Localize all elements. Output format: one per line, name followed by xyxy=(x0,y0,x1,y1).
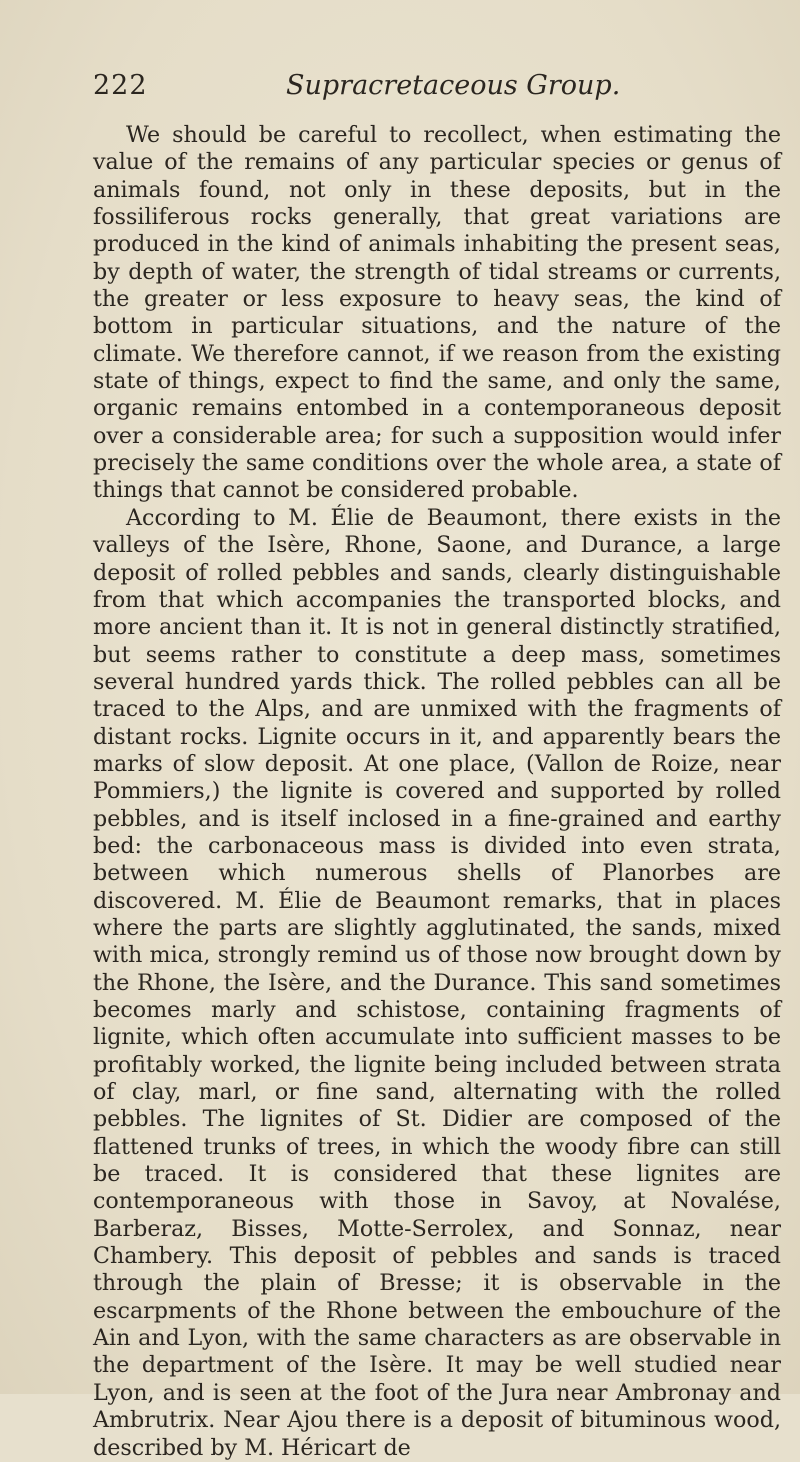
page-number: 222 xyxy=(93,70,148,101)
running-title: Supracretaceous Group. xyxy=(286,70,621,101)
paragraph-1: We should be careful to recollect, when estimating the value of the remains of any particular species or genus of animals found, not only in these deposits, but in the fossiliferous rocks generally, that great variations are produced in the kind of animals inhabiting the present seas, by depth of water, the strength of tidal streams or currents, the greater or less exposure to heavy seas, the kind of bottom in particular situations, and the nature of the climate. We therefore cannot, if we reason from the existing state of things, expect to find the same, and only the same, organic remains entombed in a contemporaneous deposit over a considerable area; for such a supposition would infer precisely the same conditions over the whole area, a state of things that cannot be considered probable. xyxy=(93,122,781,504)
body-text xyxy=(93,122,781,1462)
running-head xyxy=(93,70,793,110)
paragraph-2: According to M. Élie de Beaumont, there exists in the valleys of the Isère, Rhone, Saone, and Durance, a large deposit of rolled pebbles and sands, clearly distinguishable from that which accompanies the transported blocks, and more ancient than it. It is not in general distinctly stratified, but seems rather to constitute a deep mass, sometimes several hundred yards thick. The rolled pebbles can all be traced to the Alps, and are unmixed with the fragments of distant rocks. Lignite occurs in it, and apparently bears the marks of slow deposit. At one place, (Vallon de Roize, near Pommiers,) the lignite is covered and supported by rolled pebbles, and is itself inclosed in a fine-grained and earthy bed: the carbonaceous mass is divided into even strata, between which numerous shells of Planorbes are discovered. M. Élie de Beaumont remarks, that in places where the parts are slightly agglutinated, the sands, mixed with mica, strongly remind us of those now brought down by the Rhone, the Isère, and the Durance. This sand sometimes becomes marly and schistose, containing fragments of lignite, which often accumulate into sufficient masses to be profitably worked, the lignite being included between strata of clay, marl, or fine sand, alternating with the rolled pebbles. The lignites of St. Didier are composed of the flattened trunks of trees, in which the woody fibre can still be traced. It is considered that these lignites are contemporaneous with those in Savoy, at Novalése, Barberaz, Bisses, Motte-Serrolex, and Sonnaz, near Chambery. This deposit of pebbles and sands is traced through the plain of Bresse; it is observable in the escarpments of the Rhone between the embouchure of the Ain and Lyon, with the same characters as are observable in the department of the Isère. It may be well studied near Lyon, and is seen at the foot of the Jura near Ambronay and Ambrutrix. Near Ajou there is a deposit of bituminous wood, described by M. Héricart de xyxy=(93,504,781,1461)
